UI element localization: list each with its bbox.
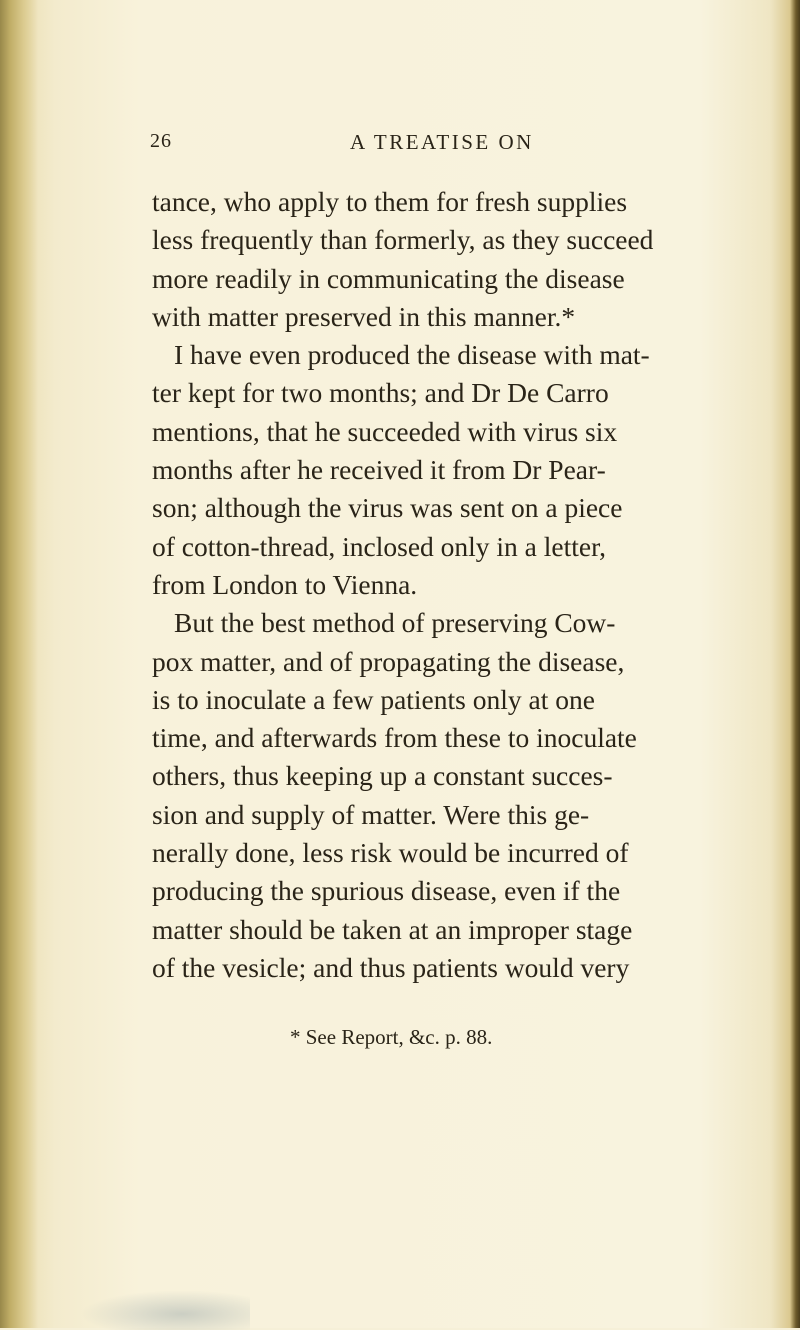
text-line: is to inoculate a few patients only at one xyxy=(152,683,595,715)
page-edge-right xyxy=(790,0,800,1328)
text-line: of cotton-thread, inclosed only in a letter, xyxy=(152,530,607,562)
text-line: more readily in communicating the disease xyxy=(152,262,625,294)
text-line: from London to Vienna. xyxy=(152,568,418,600)
text-line: less frequently than formerly, as they succeed xyxy=(152,224,654,256)
text-line: nerally done, less risk would be incurred of xyxy=(152,837,629,869)
body-text xyxy=(152,183,742,987)
text-line: time, and afterwards from these to inoculate xyxy=(152,722,637,754)
text-line: mentions, that he succeeded with virus six xyxy=(152,415,618,447)
text-line: ter kept for two months; and Dr De Carro xyxy=(152,377,609,409)
text-line: sion and supply of matter. Were this ge- xyxy=(152,798,590,830)
text-line: others, thus keeping up a constant succes- xyxy=(152,760,613,792)
text-line: son; although the virus was sent on a piece xyxy=(152,492,623,524)
text-line: months after he received it from Dr Pear- xyxy=(152,454,606,486)
running-head xyxy=(150,130,740,162)
footnote: * See Report, &c. p. 88. xyxy=(290,1025,493,1049)
paper-stain xyxy=(80,1290,250,1330)
text-line: matter should be taken at an improper stage xyxy=(152,913,633,945)
text-line: producing the spurious disease, even if the xyxy=(152,875,621,907)
text-line: of the vesicle; and thus patients would very xyxy=(152,951,630,983)
text-line: tance, who apply to them for fresh supplies xyxy=(152,186,628,217)
text-line: But the best method of preserving Cow- xyxy=(174,607,616,639)
text-line: pox matter, and of propagating the disease, xyxy=(152,645,625,677)
text-line: with matter preserved in this manner.* xyxy=(152,300,576,332)
text-line: I have even produced the disease with mat- xyxy=(174,339,650,371)
page-number: 26 xyxy=(150,130,172,152)
page-gutter-left xyxy=(0,0,38,1328)
running-title: A TREATISE ON xyxy=(350,130,534,154)
